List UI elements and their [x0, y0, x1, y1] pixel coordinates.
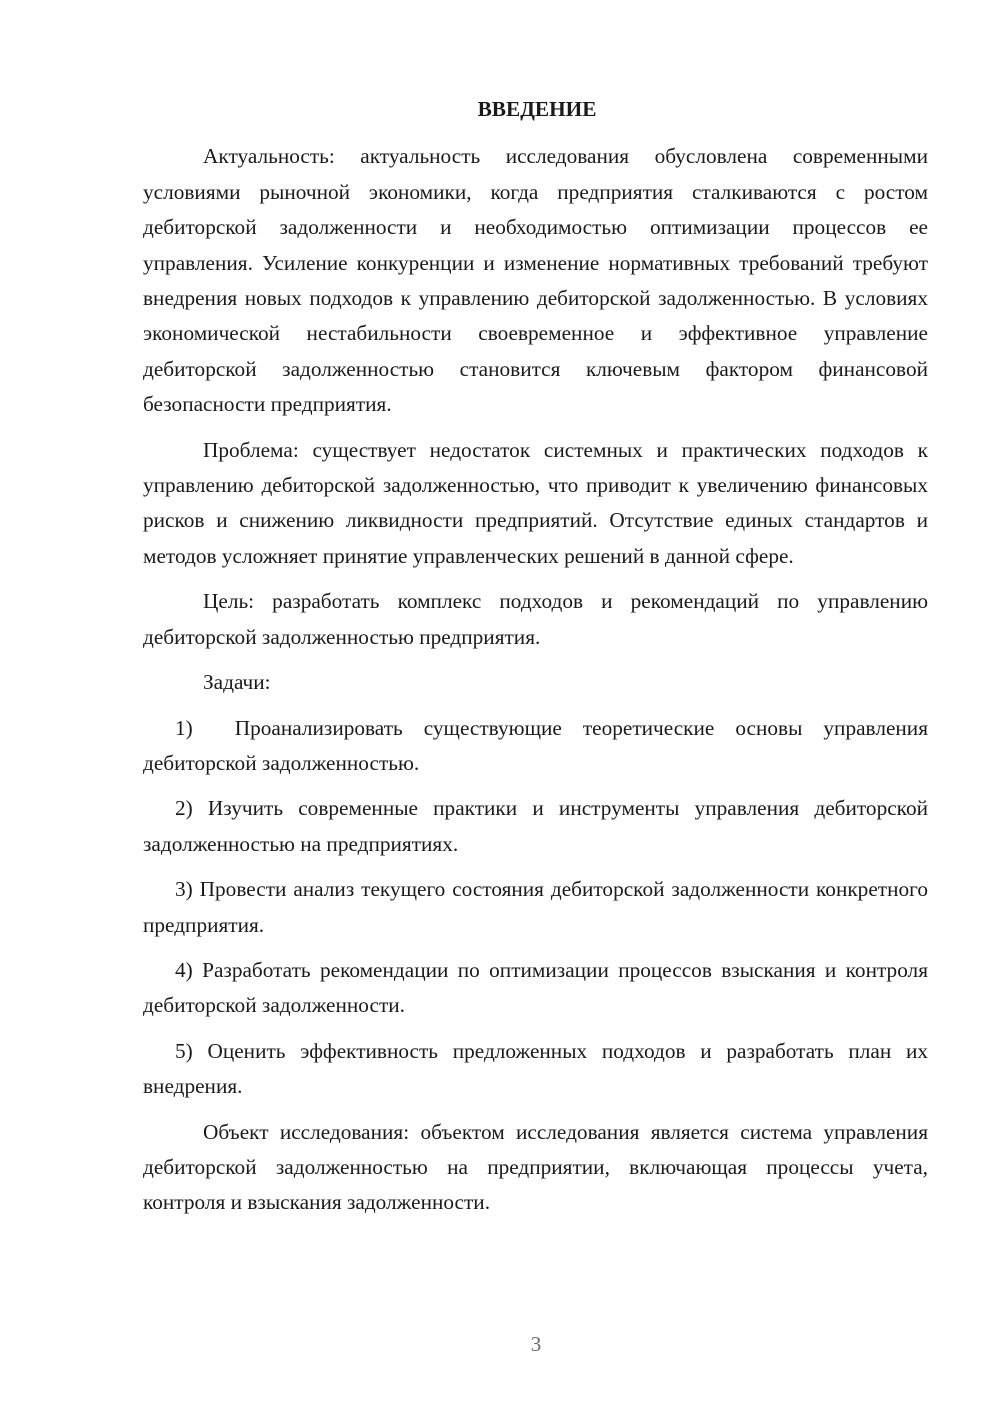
task-item-5: 5) Оценить эффективность предложенных подходов и разработать план их внедрения. [143, 1038, 928, 1099]
paragraph-object: Объект исследования: объектом исследования является система управления дебиторской задолженностью на предприятии, включающая процессы учета, контроля и взыскания задолженности. [143, 1119, 928, 1215]
paragraph-problem: Проблема: существует недостаток системных и практических подходов к управлению дебиторской задолженностью, что приводит к увеличению финансовых рисков и снижению ликвидности предприятий. Отсутствие единых стандартов и методов усложняет принятие управленческих решений в данной сфере. [143, 437, 928, 568]
section-title: ВВЕДЕНИЕ [477, 97, 597, 121]
paragraph-goal: Цель: разработать комплекс подходов и рекомендаций по управлению дебиторской задолженностью предприятия. [143, 589, 928, 649]
document-page [143, 92, 928, 1221]
task-item-1: 1) Проанализировать существующие теоретические основы управления дебиторской задолженностью. [143, 715, 928, 775]
task-item-3: 3) Провести анализ текущего состояния дебиторской задолженности конкретного предприятия. [143, 877, 928, 937]
task-item-4: 4) Разработать рекомендации по оптимизации процессов взыскания и контроля дебиторской задолженности. [143, 957, 928, 1018]
task-item-2: 2) Изучить современные практики и инструменты управления дебиторской задолженностью на предприятиях. [143, 796, 928, 856]
paragraph-relevance: Актуальность: актуальность исследования обусловлена современными условиями рыночной экономики, когда предприятия сталкиваются с ростом дебиторской задолженности и необходимостью оптимизации процессов ее управления. Усиление конкуренции и изменение нормативных требований требуют внедрения новых подходов к управлению дебиторской задолженностью. В условиях экономической нестабильности своевременное и эффективное управление дебиторской задолженностью становится ключевым фактором финансовой безопасности предприятия. [143, 144, 928, 417]
tasks-heading: Задачи: [203, 670, 271, 695]
page-number: 3 [530, 1332, 542, 1356]
